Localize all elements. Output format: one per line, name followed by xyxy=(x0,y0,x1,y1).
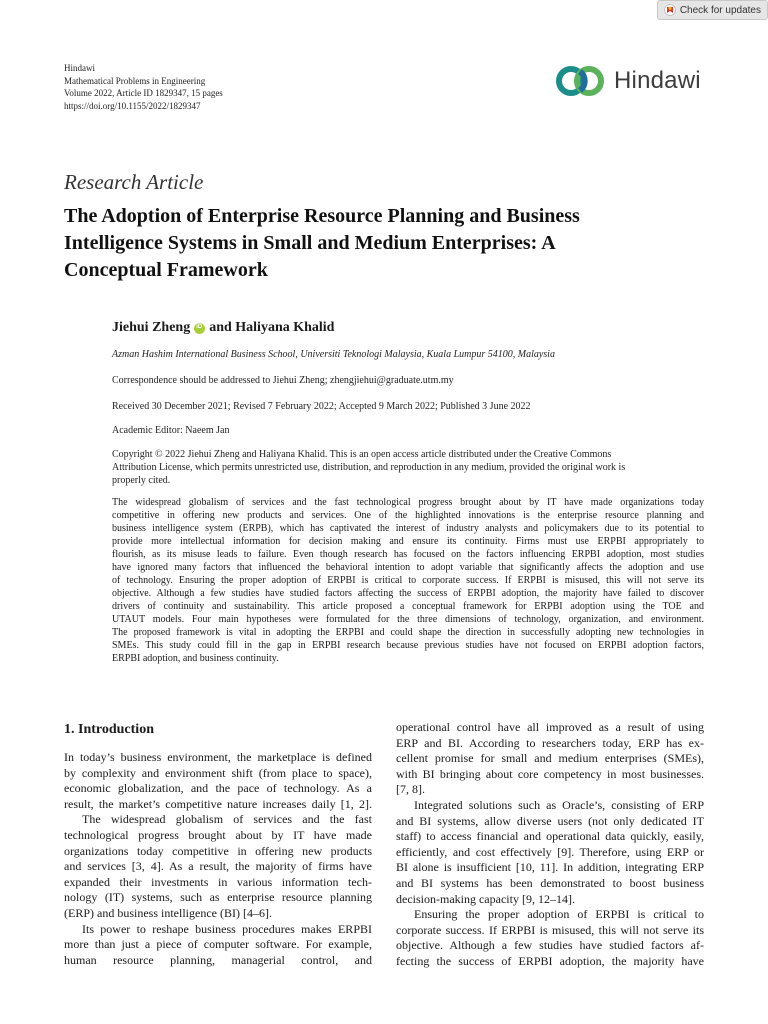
abstract-line: The proposed framework is vital in adopting the ERPBI and could shape the direction in successfully adopting new technologies in xyxy=(112,627,704,638)
body-line: (ERP) and business intelligence (BI) [4–6]. xyxy=(64,905,272,920)
body-line: and services [3, 4]. As a result, the majority of firms have xyxy=(64,859,372,874)
body-line: more than just a piece of computer software. For example, xyxy=(64,937,372,952)
check-for-updates-button[interactable] xyxy=(657,0,768,20)
title-line: Conceptual Framework xyxy=(64,259,268,281)
crossmark-icon xyxy=(664,4,676,16)
body-line: corporate success. If ERPBI is misused, this will not serve its xyxy=(396,922,704,937)
body-line: decision-making capacity [9, 12–14]. xyxy=(396,891,575,906)
abstract-line: have ignored many factors that influenced the behavioral intention to adopt variable that significantly affects the adoption and use xyxy=(112,562,704,573)
abstract-line: drivers of continuity and sustainability. This article proposed a conceptual framework for ERPBI adoption using the TOE and xyxy=(112,601,704,612)
body-line: Ensuring the proper adoption of ERPBI is critical to xyxy=(414,907,704,922)
hindawi-logo xyxy=(556,62,701,100)
hindawi-logo-text: Hindawi xyxy=(614,67,701,94)
body-line: fecting the success of ERPBI adoption, the majority have xyxy=(396,953,704,968)
copyright-line: Attribution License, which permits unrestricted use, distribution, and reproduction in any medium, provided the original work is xyxy=(112,462,626,473)
body-line: The widespread globalism of services and the fast xyxy=(82,812,372,827)
body-line: ERP and BI. According to researchers today, ERP has ex- xyxy=(396,735,704,750)
body-line: economic globalization, and the pace of technology. As a xyxy=(64,781,372,796)
body-line: expanded their investments in various information tech- xyxy=(64,874,372,889)
body-line: Integrated solutions such as Oracle’s, consisting of ERP xyxy=(414,797,704,812)
affiliation: Azman Hashim International Business School, Universiti Teknologi Malaysia, Kuala Lumpur 54100, Malaysia xyxy=(112,349,555,360)
body-line: operational control have all improved as a result of using xyxy=(396,720,704,734)
copyright-line: properly cited. xyxy=(112,475,171,486)
body-line: In today’s business environment, the marketplace is defined xyxy=(64,750,372,764)
journal-volume: Volume 2022, Article ID 1829347, 15 pages xyxy=(64,88,223,98)
body-line: objective. Although a few studies have studied factors af- xyxy=(396,938,704,953)
body-line: and BI systems, allow diverse users (not only dedicated IT xyxy=(396,813,704,828)
abstract-line: objective. Although a few studies have studied factors affecting the success of ERPBI adoption, the majority have failed to discover xyxy=(112,588,704,599)
publisher-name: Hindawi xyxy=(64,63,95,73)
body-line: and BI systems has been demonstrated to boost business xyxy=(396,875,704,890)
author-rest[interactable]: and Haliyana Khalid xyxy=(209,320,335,335)
check-for-updates-label: Check for updates xyxy=(679,4,761,16)
abstract-line: competitive in offering new products and services. One of the highlighted innovations is the enterprise resource planning and xyxy=(112,510,704,521)
publication-dates: Received 30 December 2021; Revised 7 February 2022; Accepted 9 March 2022; Published 3 June 2022 xyxy=(112,401,531,412)
body-line: BI alone is insufficient [10, 11]. In addition, integrating ERP xyxy=(396,860,704,875)
abstract-line: flourish, as its misuse leads to failure. Even though research has focused on the factors influencing ERPBI adoption, most studies xyxy=(112,549,704,560)
copyright-line: Copyright © 2022 Jiehui Zheng and Haliyana Khalid. This is an open access article distributed under the Creative Commons xyxy=(112,449,612,460)
abstract-line: SMEs. This study could fill in the gap in ERPBI research because previous studies have not focused on ERPBI adoption factors, xyxy=(112,640,704,651)
body-line: Its power to reshape business procedures makes ERPBI xyxy=(82,921,372,936)
academic-editor: Academic Editor: Naeem Jan xyxy=(112,425,230,436)
article-type: Research Article xyxy=(64,170,204,194)
abstract-line: business intelligence system (ERPB), which has captivated the interest of industry analysts and policymakers due to its potential to xyxy=(112,523,704,534)
body-line: with BI bringing about core competency in most businesses. xyxy=(396,766,704,781)
body-line: efficiently, and cost effectively [9]. Therefore, using ERP or xyxy=(396,844,704,859)
body-line: by complexity and environment shift (from place to space), xyxy=(64,765,372,780)
title-line: The Adoption of Enterprise Resource Planning and Business xyxy=(64,205,580,227)
body-line: organizations today competitive in offering new products xyxy=(64,843,372,858)
body-line: cellent promise for small and medium enterprises (SMEs), xyxy=(396,751,704,766)
hindawi-logo-icon xyxy=(556,62,606,100)
journal-meta xyxy=(64,62,223,112)
abstract xyxy=(112,496,704,665)
body-column-left xyxy=(64,750,372,968)
body-line: nology (IT) systems, such as enterprise resource planning xyxy=(64,890,372,905)
section-heading: 1. Introduction xyxy=(64,722,154,737)
abstract-line: provide more intellectual information for decision making and ensure its continuity. Firms must use ERPBI appropriately to xyxy=(112,536,704,547)
abstract-line: ERPBI adoption, and business continuity. xyxy=(112,653,279,664)
abstract-line: The widespread globalism of services and the fast technological progress brought about by IT have made organizations today xyxy=(112,497,704,508)
abstract-line: of technology. Ensuring the proper adoption of ERPBI is critical to corporate success. If ERPBI is misused, this will not serve its xyxy=(112,575,704,586)
body-line: human resource planning, managerial control, and xyxy=(64,952,372,967)
abstract-line: UTAUT models. Four main hypotheses were formulated for the three dimensions of technology, organization, and environment. xyxy=(112,614,704,625)
correspondence: Correspondence should be addressed to Jiehui Zheng; zhengjiehui@graduate.utm.my xyxy=(112,375,454,386)
body-line: staff) to access financial and operational data quickly, easily, xyxy=(396,829,704,844)
author-list xyxy=(112,320,334,336)
journal-name: Mathematical Problems in Engineering xyxy=(64,75,206,86)
journal-doi[interactable]: https://doi.org/10.1155/2022/1829347 xyxy=(64,100,201,111)
copyright-notice xyxy=(112,448,704,487)
article-title xyxy=(64,203,704,284)
author-first[interactable]: Jiehui Zheng xyxy=(112,320,191,335)
orcid-icon[interactable] xyxy=(194,323,205,334)
body-line: result, the market’s competitive nature increases daily [1, 2]. xyxy=(64,796,372,811)
title-line: Intelligence Systems in Small and Medium Enterprises: A xyxy=(64,232,556,254)
body-line: technological progress brought about by IT have made xyxy=(64,827,372,842)
body-column-right xyxy=(396,720,704,970)
body-line: [7, 8]. xyxy=(396,782,425,797)
